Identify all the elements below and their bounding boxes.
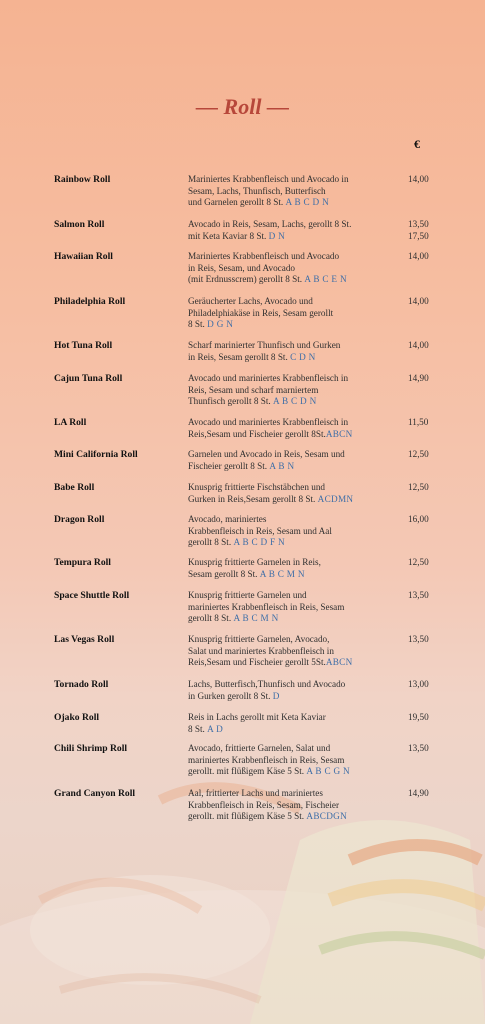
item-price [408, 174, 448, 186]
description-text: Philadelphiakäse in Reis, Sesam gerollt [188, 307, 334, 318]
item-price [408, 679, 448, 691]
item-price [408, 340, 448, 352]
description-text: Gurken in Reis,Sesam gerollt 8 St. [188, 493, 318, 504]
allergen-codes: C D N [290, 351, 316, 362]
description-text: gerollt 8 St. [188, 537, 234, 547]
description-line [188, 263, 400, 275]
description-text: Avocado, frittierte Garnelen, Salat und [188, 743, 331, 753]
item-name: Hot Tuna Roll [54, 340, 113, 351]
description-line [188, 417, 400, 429]
description-line [188, 219, 400, 231]
item-description [188, 482, 400, 505]
description-text: mit Keta Kaviar 8 St. [188, 230, 269, 241]
description-text: Mariniertes Krabbenfleisch und Avocado in [188, 174, 349, 184]
allergen-codes: ABCN [325, 428, 353, 439]
description-text: Fischeier gerollt 8 St. [188, 460, 270, 471]
description-text: in Reis, Sesam, und Avocado [188, 262, 296, 273]
item-name: Rainbow Roll [54, 174, 111, 185]
price-value: 17,50 [408, 230, 429, 241]
description-line [188, 800, 400, 812]
description-text: Avocado in Reis, Sesam, Lachs, gerollt 8 St. [188, 219, 352, 229]
description-text: (mit Erdnusscrem) gerollt 8 St. [188, 274, 305, 284]
description-line [188, 449, 400, 461]
description-text: mariniertes Krabbenfleisch in Reis, Sesam [188, 601, 345, 612]
description-text: und Garnelen gerollt 8 St. [188, 197, 286, 207]
description-line [188, 514, 400, 526]
item-name: Babe Roll [54, 482, 95, 493]
description-text: Reis,Sesam und Fischeier gerollt 5St. [188, 657, 326, 667]
description-line [188, 197, 400, 209]
description-line [188, 461, 400, 473]
item-description [188, 712, 400, 735]
description-line [188, 646, 400, 658]
allergen-codes: A B C M N [233, 613, 279, 623]
description-line [188, 174, 400, 186]
description-line [188, 537, 400, 549]
allergen-codes: D [272, 690, 280, 701]
allergen-codes: A B C D N [272, 396, 317, 406]
item-name: Cajun Tuna Roll [54, 373, 123, 384]
description-line [188, 526, 400, 538]
description-text: gerollt. mit flüßigem Käse 5 St. [188, 811, 307, 821]
description-line [188, 590, 400, 602]
description-text: Mariniertes Krabbenfleisch und Avocado [188, 251, 340, 261]
item-name: LA Roll [54, 417, 87, 428]
description-text: Knusprig frittierte Fischstäbchen und [188, 482, 326, 492]
allergen-codes: ABCN [325, 657, 353, 667]
description-line [188, 319, 400, 331]
description-line [188, 712, 400, 724]
item-price [408, 743, 448, 755]
item-name: Dragon Roll [54, 514, 105, 525]
item-price [408, 590, 448, 602]
allergen-codes: A B C D N [285, 197, 330, 207]
price-value: 12,50 [408, 482, 429, 492]
price-value: 14,00 [408, 251, 429, 261]
description-text: Garnelen und Avocado in Reis, Sesam und [188, 449, 345, 459]
price-value: 19,50 [408, 712, 429, 722]
item-price [408, 712, 448, 724]
allergen-codes: ABCDGN [306, 811, 348, 821]
description-text: in Reis, Sesam gerollt 8 St. [188, 351, 291, 362]
description-line [188, 494, 400, 506]
item-name: Tempura Roll [54, 557, 111, 568]
description-line [188, 396, 400, 408]
item-description [188, 679, 400, 702]
item-price [408, 482, 448, 494]
item-name: Space Shuttle Roll [54, 590, 130, 601]
item-price [408, 557, 448, 569]
description-line [188, 613, 400, 625]
description-text: Scharf marinierter Thunfisch und Gurken [188, 340, 341, 350]
allergen-codes: D N [268, 230, 286, 241]
description-text: Avocado und mariniertes Krabbenfleisch in [188, 373, 349, 383]
description-text: gerollt 8 St. [188, 613, 234, 623]
price-value: 13,50 [408, 743, 429, 753]
description-text: Knusprig frittierte Garnelen und [188, 590, 307, 600]
item-name: Mini California Roll [54, 449, 138, 460]
description-text: Knusprig frittierte Garnelen in Reis, [188, 557, 321, 567]
allergen-codes: A B N [269, 460, 295, 471]
price-value: 14,90 [408, 788, 429, 798]
description-line [188, 340, 400, 352]
section-title: — Roll — [196, 94, 289, 119]
currency-symbol: € [414, 137, 420, 151]
item-description [188, 634, 400, 669]
description-text: Knusprig frittierte Garnelen, Avocado, [188, 634, 330, 644]
item-price [408, 417, 448, 429]
item-price [408, 449, 448, 461]
item-name: Chili Shrimp Roll [54, 743, 128, 754]
allergen-codes: A D [207, 723, 224, 734]
item-description [188, 514, 400, 549]
item-description [188, 417, 400, 440]
description-text: Avocado, mariniertes [188, 514, 267, 524]
description-line [188, 691, 400, 703]
description-text: Sesam gerollt 8 St. [188, 568, 260, 579]
item-description [188, 449, 400, 472]
description-text: 8 St. [188, 319, 208, 329]
description-text: gerollt. mit flüßigem Käse 5 St. [188, 766, 307, 776]
description-line [188, 743, 400, 755]
allergen-codes: D G N [207, 319, 234, 329]
item-description [188, 340, 400, 363]
item-description [188, 557, 400, 580]
item-description [188, 743, 400, 778]
item-price [408, 296, 448, 308]
price-value: 13,00 [408, 679, 429, 689]
price-value: 13,50 [408, 219, 429, 229]
item-price [408, 219, 448, 242]
description-text: Lachs, Butterfisch,Thunfisch und Avocado [188, 679, 346, 689]
description-line [188, 482, 400, 494]
description-line [188, 231, 400, 243]
description-line [188, 788, 400, 800]
price-value: 13,50 [408, 634, 429, 644]
item-name: Grand Canyon Roll [54, 788, 136, 799]
description-text: Krabbenfleisch in Reis, Sesam und Aal [188, 525, 332, 536]
allergen-codes: A B C G N [306, 766, 350, 776]
description-line [188, 385, 400, 397]
item-name: Ojako Roll [54, 712, 100, 723]
price-value: 13,50 [408, 590, 429, 600]
price-value: 16,00 [408, 514, 429, 524]
item-price [408, 514, 448, 526]
description-line [188, 429, 400, 441]
item-description [188, 590, 400, 625]
description-text: Reis, Sesam und scharf marniertem [188, 384, 319, 395]
item-description [188, 788, 400, 823]
allergen-codes: ACDMN [317, 493, 354, 504]
description-line [188, 186, 400, 198]
description-text: 8 St. [188, 723, 208, 734]
item-name: Philadelphia Roll [54, 296, 126, 307]
description-text: Avocado und mariniertes Krabbenfleisch in [188, 417, 349, 427]
description-line [188, 569, 400, 581]
description-line [188, 296, 400, 308]
item-description [188, 174, 400, 209]
allergen-codes: A B C D F N [233, 537, 285, 547]
item-name: Salmon Roll [54, 219, 105, 230]
description-line [188, 811, 400, 823]
item-price [408, 634, 448, 646]
description-text: Thunfisch gerollt 8 St. [188, 396, 273, 406]
description-line [188, 634, 400, 646]
description-line [188, 679, 400, 691]
description-line [188, 373, 400, 385]
description-line [188, 724, 400, 736]
item-name: Hawaiian Roll [54, 251, 113, 262]
description-text: in Gurken gerollt 8 St. [188, 690, 273, 701]
price-value: 14,00 [408, 174, 429, 184]
price-value: 12,50 [408, 449, 429, 459]
price-value: 14,90 [408, 373, 429, 383]
price-value: 11,50 [408, 417, 429, 427]
description-line [188, 352, 400, 364]
item-description [188, 219, 400, 242]
description-line [188, 251, 400, 263]
item-description [188, 251, 400, 286]
description-text: Geräucherter Lachs, Avocado und [188, 296, 313, 306]
description-text: Krabbenfleisch in Reis, Sesam, Fischeier [188, 799, 340, 810]
price-value: 12,50 [408, 557, 429, 567]
item-description [188, 296, 400, 331]
description-text: Salat und mariniertes Krabbenfleisch in [188, 645, 334, 656]
description-line [188, 308, 400, 320]
description-line [188, 755, 400, 767]
allergen-codes: A B C E N [304, 274, 347, 284]
description-text: mariniertes Krabbenfleisch in Reis, Sesam [188, 754, 345, 765]
item-name: Las Vegas Roll [54, 634, 115, 645]
item-name: Tornado Roll [54, 679, 109, 690]
description-line [188, 766, 400, 778]
item-price [408, 251, 448, 263]
description-line [188, 557, 400, 569]
description-line [188, 602, 400, 614]
item-description [188, 373, 400, 408]
price-value: 14,00 [408, 340, 429, 350]
description-text: Sesam, Lachs, Thunfisch, Butterfisch [188, 185, 326, 196]
description-text: Reis,Sesam und Fischeier gerollt 8St. [188, 428, 326, 439]
item-price [408, 788, 448, 800]
price-value: 14,00 [408, 296, 429, 306]
description-line [188, 274, 400, 286]
description-line [188, 657, 400, 669]
allergen-codes: A B C M N [259, 568, 305, 579]
description-text: Reis in Lachs gerollt mit Keta Kaviar [188, 712, 326, 722]
item-price [408, 373, 448, 385]
description-text: Aal, frittierter Lachs und mariniertes [188, 788, 323, 798]
